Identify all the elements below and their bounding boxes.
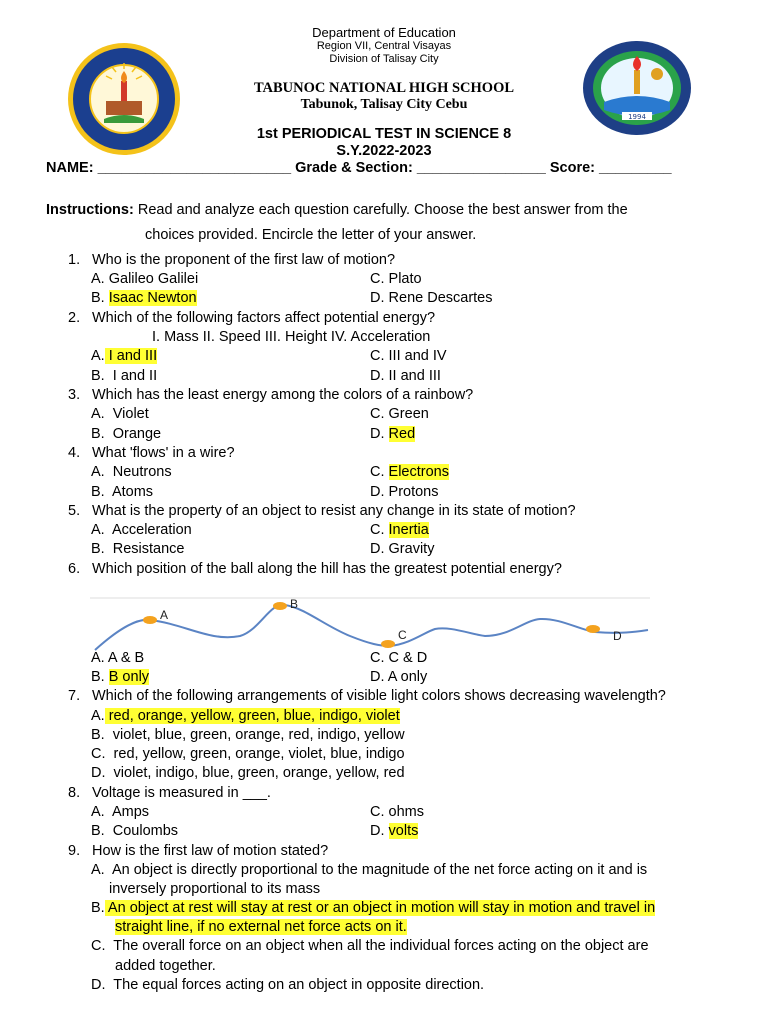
q1-option-a[interactable]: A. Galileo Galilei [91,271,199,287]
q3-option-c[interactable]: C. Green [370,406,429,422]
q1-option-c[interactable]: C. Plato [370,271,422,287]
q4-option-a[interactable]: A. Neutrons [91,464,172,480]
q9-option-c-cont: added together. [115,958,216,974]
q3-answer-highlight: Red [388,426,416,442]
q8-option-c[interactable]: C. ohms [370,804,424,820]
q6-option-a[interactable]: A. A & B [91,650,145,666]
q4-number: 4. [68,445,81,461]
q8-option-d-letter: D. [370,823,385,839]
name-label: NAME: [46,160,94,176]
q9-answer-highlight-cont: straight line, if no external net force acts on it. [115,919,407,935]
q4-answer-highlight: Electrons [388,464,449,480]
q6-option-b-letter: B. [91,669,105,685]
school-year: S.Y.2022-2023 [336,143,432,159]
student-fields [46,160,672,176]
q2-option-a[interactable] [91,348,157,364]
q4-option-c[interactable] [370,464,449,480]
q9-option-b[interactable] [91,900,655,916]
ball-d [586,625,600,633]
header-division: Division of Talisay City [329,53,439,65]
q1-answer-highlight: Isaac Newton [108,290,197,306]
header-region: Region VII, Central Visayas [316,40,452,52]
q6-option-b[interactable] [91,669,149,685]
q5-option-c[interactable] [370,522,429,538]
q8-number: 8. [68,785,81,801]
q9-answer-highlight: An object at rest will stay at rest or an object in motion will stay in motion and travel in [104,900,656,916]
q9-option-d[interactable]: D. The equal forces acting on an object in opposite direction. [91,977,485,993]
q2-option-d[interactable]: D. II and III [370,368,441,384]
label-c: C [398,628,407,642]
q3-option-b[interactable]: B. Orange [91,426,162,442]
grade-section-field[interactable]: ________________ [416,160,546,176]
q7-answer-highlight: red, orange, yellow, green, blue, indigo, violet [104,708,400,724]
q8-option-b[interactable]: B. Coulombs [91,823,179,839]
q9-number: 9. [68,843,81,859]
q1-number: 1. [68,252,81,268]
name-field[interactable]: ________________________ [97,160,292,176]
ball-a [143,616,157,624]
q7-text: Which of the following arrangements of visible light colors shows decreasing wavelength? [92,688,666,704]
q5-answer-highlight: Inertia [388,522,429,538]
q8-answer-highlight: volts [388,823,419,839]
q7-option-d[interactable]: D. violet, indigo, blue, green, orange, yellow, red [91,765,405,781]
q9-option-a-cont: inversely proportional to its mass [109,881,321,897]
q5-option-d[interactable]: D. Gravity [370,541,435,557]
q8-text: Voltage is measured in ___. [92,785,271,801]
q5-number: 5. [68,503,81,519]
q8-option-d[interactable] [370,823,418,839]
q1-option-b-letter: B. [91,290,105,306]
q1-option-d[interactable]: D. Rene Descartes [370,290,493,306]
hill-curve [95,605,648,650]
grade-section-label: Grade & Section: [295,160,413,176]
label-d: D [613,629,622,643]
q5-option-c-letter: C. [370,522,385,538]
q5-text: What is the property of an object to resist any change in its state of motion? [92,503,576,519]
q2-option-b[interactable]: B. I and II [91,368,158,384]
q4-option-b[interactable]: B. Atoms [91,484,154,500]
q7-option-b[interactable]: B. violet, blue, green, orange, red, indigo, yellow [91,727,405,743]
school-address: Tabunok, Talisay City Cebu [300,97,468,112]
q9-text: How is the first law of motion stated? [92,843,329,859]
ball-c [381,640,395,648]
q7-number: 7. [68,688,81,704]
q8-option-a[interactable]: A. Amps [91,804,150,820]
q2-answer-highlight: I and III [104,348,158,364]
q3-text: Which has the least energy among the colors of a rainbow? [92,387,474,403]
q1-text: Who is the proponent of the first law of motion? [92,252,396,268]
q2-text: Which of the following factors affect potential energy? [92,310,436,326]
header-dept: Department of Education [312,25,456,40]
q3-option-a[interactable]: A. Violet [91,406,149,422]
q4-option-c-letter: C. [370,464,385,480]
q3-option-d-letter: D. [370,426,385,442]
label-a: A [160,608,169,622]
label-b: B [290,597,299,611]
q5-option-a[interactable]: A. Acceleration [91,522,192,538]
instructions [46,202,628,218]
q7-option-a-letter: A. [91,708,105,724]
q9-option-b-cont [115,919,407,935]
q7-option-c[interactable]: C. red, yellow, green, orange, violet, blue, indigo [91,746,405,762]
score-label: Score: [549,160,596,176]
q3-option-d[interactable] [370,426,415,442]
q6-answer-highlight: B only [108,669,150,685]
q6-number: 6. [68,561,81,577]
q9-option-c[interactable]: C. The overall force on an object when all the individual forces acting on the object are [91,938,649,954]
q2-option-a-letter: A. [91,348,105,364]
q5-option-b[interactable]: B. Resistance [91,541,185,557]
score-field[interactable]: _________ [599,160,672,176]
school-name: TABUNOC NATIONAL HIGH SCHOOL [253,80,515,96]
q9-option-b-letter: B. [91,900,105,916]
school-seal-year: 1994 [628,113,646,121]
q7-option-a[interactable] [91,708,400,724]
q6-option-d[interactable]: D. A only [370,669,428,685]
instructions-line1: Read and analyze each question carefully. Choose the best answer from the [137,202,628,218]
q9-option-a[interactable]: A. An object is directly proportional to the magnitude of the net force acting on it and is [91,862,648,878]
q6-option-c[interactable]: C. C & D [370,650,428,666]
hill-diagram [90,592,650,654]
instructions-line2: choices provided. Encircle the letter of your answer. [145,227,477,243]
q6-text: Which position of the ball along the hill has the greatest potential energy? [92,561,562,577]
instructions-label: Instructions: [46,202,134,218]
q2-number: 2. [68,310,81,326]
q2-sub: I. Mass II. Speed III. Height IV. Acceleration [152,329,431,345]
q3-number: 3. [68,387,81,403]
q4-option-d[interactable]: D. Protons [370,484,439,500]
q4-text: What 'flows' in a wire? [92,445,235,461]
q2-option-c[interactable]: C. III and IV [370,348,447,364]
ball-b [273,602,287,610]
test-title: 1st PERIODICAL TEST IN SCIENCE 8 [256,126,512,142]
q1-option-b[interactable] [91,290,197,306]
